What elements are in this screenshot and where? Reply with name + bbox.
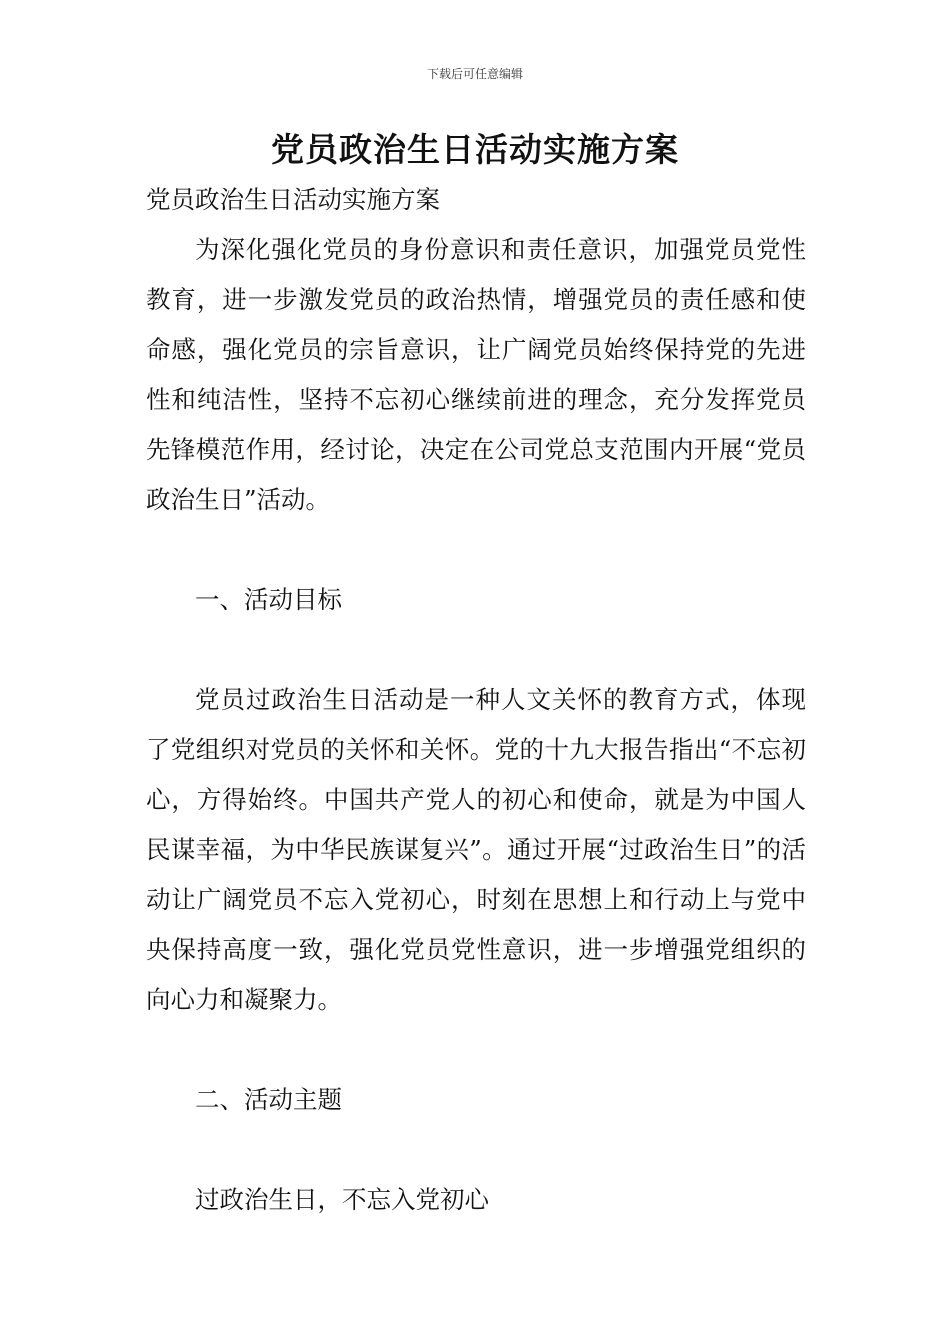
section-2-heading: 二、活动主题 — [195, 1085, 342, 1114]
spacer — [146, 625, 806, 675]
document-body — [146, 175, 806, 1225]
intro-paragraph: 为深化强化党员的身份意识和责任意识，加强党员党性教育，进一步激发党员的政治热情，增强党员的责任感和使命感，强化党员的宗旨意识，让广阔党员始终保持党的先进性和纯洁性，坚持不忘初心继续前进的理念，充分发挥党员先锋模范作用，经讨论，决定在公司党总支范围内开展“党员政治生日”活动。 — [146, 235, 806, 514]
header-note: 下载后可任意编辑 — [426, 67, 523, 81]
section-2-paragraph: 过政治生日，不忘入党初心 — [195, 1185, 489, 1214]
document-subtitle: 党员政治生日活动实施方案 — [146, 185, 440, 214]
spacer — [146, 1125, 806, 1175]
document-title: 党员政治生日活动实施方案 — [271, 130, 679, 169]
spacer — [146, 1025, 806, 1075]
spacer — [146, 525, 806, 575]
section-1-paragraph: 党员过政治生日活动是一种人文关怀的教育方式，体现了党组织对党员的关怀和关怀。党的十九大报告指出“不忘初心，方得始终。中国共产党人的初心和使命，就是为中国人民谋幸福，为中华民族谋复兴”。通过开展“过政治生日”的活动让广阔党员不忘入党初心，时刻在思想上和行动上与党中央保持高度一致，强化党员党性意识，进一步增强党组织的向心力和凝聚力。 — [146, 685, 806, 1014]
section-1-heading: 一、活动目标 — [195, 585, 342, 614]
